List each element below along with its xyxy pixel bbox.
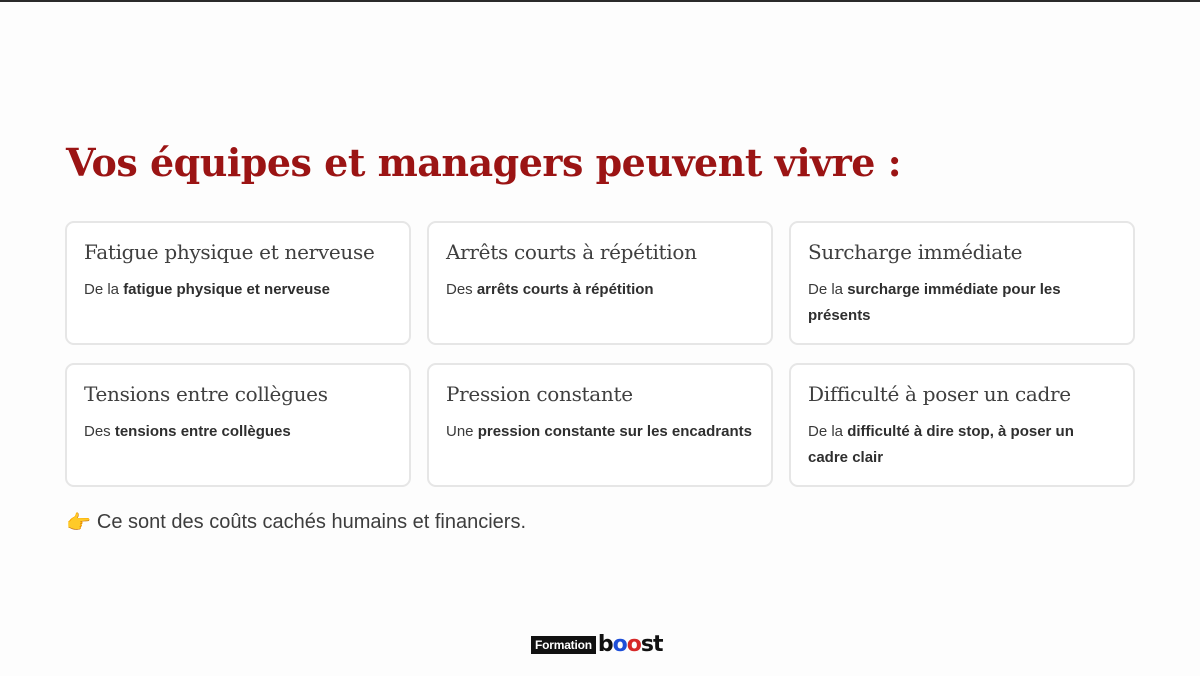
card-desc-bold: surcharge immédiate pour les présents	[808, 281, 1061, 324]
card-desc-bold: difficulté à dire stop, à poser un cadre clair	[808, 423, 1074, 466]
formation-boost-logo	[531, 634, 663, 656]
card-fatigue	[65, 221, 411, 345]
card-title: Pression constante	[446, 382, 633, 406]
card-surcharge	[789, 221, 1135, 345]
card-desc-prefix: De la	[84, 281, 124, 298]
card-description	[446, 277, 754, 303]
note-line	[66, 510, 526, 535]
card-pression	[427, 363, 773, 487]
card-desc-bold: pression constante sur les encadrants	[477, 423, 752, 440]
card-desc-bold: arrêts courts à répétition	[476, 281, 654, 298]
card-desc-bold: fatigue physique et nerveuse	[123, 281, 330, 298]
logo-letter-b: b	[597, 632, 613, 657]
card-cadre	[789, 363, 1135, 487]
pointing-hand-icon: 👉	[66, 512, 91, 534]
card-title: Fatigue physique et nerveuse	[84, 240, 375, 264]
card-desc-prefix: De la	[808, 281, 848, 298]
card-desc-prefix: Des	[84, 423, 115, 440]
card-title: Arrêts courts à répétition	[446, 240, 697, 264]
logo-letters-st: st	[640, 632, 663, 657]
card-description	[808, 419, 1116, 471]
card-description	[808, 277, 1116, 329]
card-title: Surcharge immédiate	[808, 240, 1023, 264]
logo-wordmark	[598, 634, 663, 656]
card-description	[84, 419, 392, 445]
card-title: Tensions entre collègues	[84, 382, 328, 406]
card-desc-prefix: Des	[446, 281, 477, 298]
logo-letter-o-blue: o	[612, 632, 627, 657]
note-text: Ce sont des coûts cachés humains et financiers.	[96, 511, 527, 533]
card-title: Difficulté à poser un cadre	[808, 382, 1071, 406]
card-arrets	[427, 221, 773, 345]
card-description	[84, 277, 392, 303]
card-desc-bold: tensions entre collègues	[114, 423, 291, 440]
top-border	[0, 0, 1200, 2]
card-tensions	[65, 363, 411, 487]
card-desc-prefix: De la	[808, 423, 848, 440]
cards-grid	[65, 221, 1135, 487]
slide-title: Vos équipes et managers peuvent vivre :	[66, 140, 902, 185]
card-description	[446, 419, 754, 445]
logo-letter-o-red: o	[626, 632, 641, 657]
logo-box-label: Formation	[531, 636, 596, 654]
card-desc-prefix: Une	[446, 423, 478, 440]
